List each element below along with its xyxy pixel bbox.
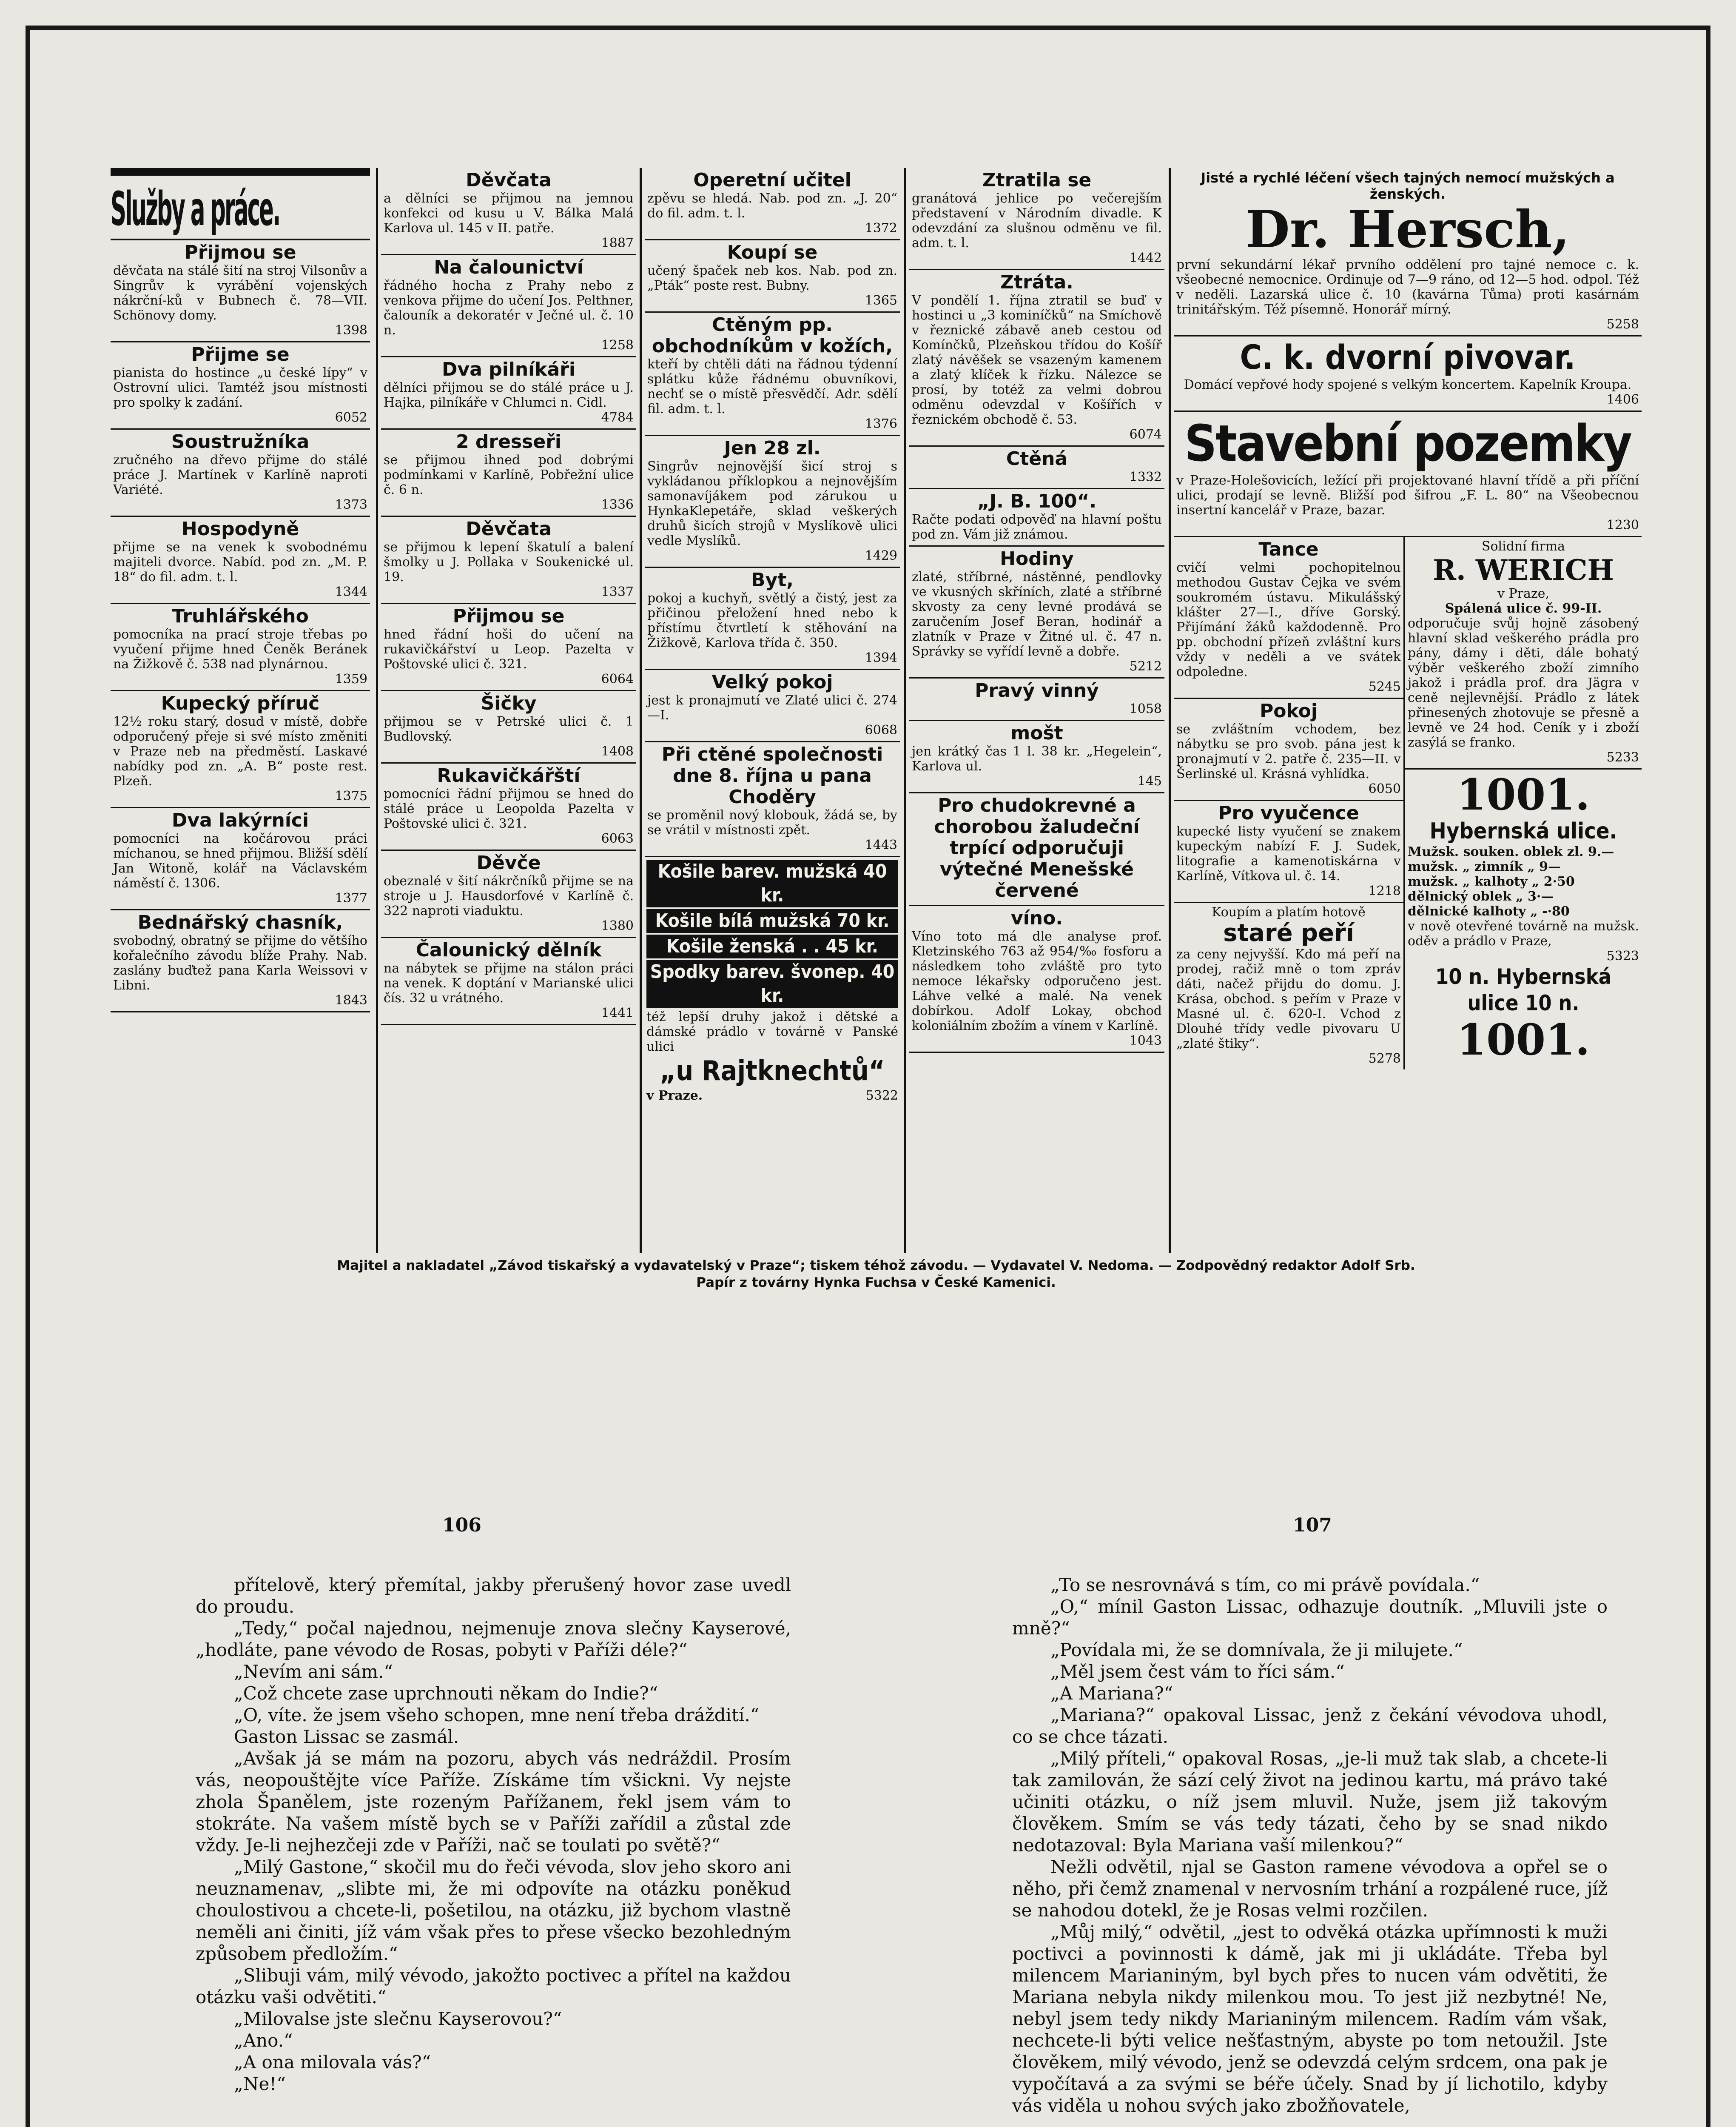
- hybernska-title: Hybernská ulice.: [1429, 818, 1617, 844]
- ad-block: [381, 517, 636, 604]
- brewery-text: Domácí vepřové hody spojené s velkým koncertem. Kapelník Kroupa.: [1184, 377, 1632, 392]
- col5-left: [1174, 537, 1405, 1069]
- ad-block: [381, 691, 636, 764]
- ad-head: staré peří: [1223, 919, 1354, 947]
- ad-text: jest k pronajmutí ve Zlaté ulici č. 274—I.: [647, 693, 897, 723]
- ad-num: 1372: [865, 221, 897, 236]
- ad-text: zpěvu se hledá. Nab. pod zn. „J. 20“ do fil. adm. t. l.: [647, 191, 897, 221]
- column-3: [645, 168, 900, 1253]
- ad-num: 1058: [1129, 701, 1162, 716]
- story-paragraph: „Měl jsem čest vám to říci sám.“: [1050, 1661, 1345, 1682]
- ad-text: dělníci přijmou se do stálé práce u J. Hajka, pilníkáře v Chlumci n. Cidl.: [384, 380, 634, 410]
- story-paragraph: Nežli odvětil, njal se Gaston ramene vévodova a opřel se o něho, při čemž znamenal v nervosním trhání a rozpálené ruce, jíž se nahodou dotekl, že je Rosas velmi rozčilen.: [1012, 1856, 1608, 1921]
- ad-head: Ztráta.: [1000, 271, 1073, 293]
- column-4: [909, 168, 1164, 1253]
- price-line: Mužsk. souken. oblek zl. 9.—: [1408, 844, 1614, 859]
- ad-text: pomocníci na kočárovou práci míchanou, se hned přijmou. Bližší sdělí Jan Witoně, kolář na Václavském náměstí č. 1306.: [113, 831, 367, 891]
- ad-head: Přijmou se: [184, 242, 296, 263]
- column-rule: [1169, 168, 1171, 1253]
- ad-num: 5212: [1129, 659, 1162, 674]
- ad-text: granátová jehlice po večerejším představení v Národním divadle. K odevzdání za slušnou odměnu ve fil. adm. t. l.: [912, 191, 1162, 251]
- number-1001-b: 1001.: [1457, 1015, 1590, 1065]
- story-paragraph: „Avšak já se mám na pozoru, abych vás nedráždil. Prosím vás, neopouštějte více Paříže. Získáme tím všickni. Vy nejste zhola Španělem, jste rozeným Pařížanem, řekl jsem vám to stokráte. Na vašem místě bych se v Paříži zařídil a zůstal zde vždy. Je-li nejhezčeji zde v Paříži, nač se toulati po světě?“: [196, 1748, 791, 1856]
- story-left: [196, 1574, 791, 2095]
- ad-block: [909, 793, 1164, 906]
- ad-head: Hospodyně: [181, 518, 299, 540]
- ad-head: Pro chudokrevné a chorobou žaludeční trpící odporučuji výtečné Menešské červené: [934, 795, 1140, 901]
- ad-num: 1377: [335, 891, 367, 906]
- ad-num: 1344: [335, 584, 367, 599]
- ad-num: 6064: [601, 672, 634, 687]
- ad-block: [111, 240, 370, 342]
- price-line: dělnické kalhoty „ -·80: [1408, 904, 1570, 919]
- story-paragraph: „Povídala mi, že se domnívala, že ji milujete.“: [1050, 1639, 1463, 1660]
- section-title: [111, 168, 370, 240]
- ad-top: Jisté a rychlé léčení všech tajných nemocí mužských a ženských.: [1201, 170, 1615, 202]
- story-paragraph: „To se nesrovnává s tím, co mi právě povídala.“: [1050, 1574, 1480, 1595]
- ad-head: Dva pilníkáři: [441, 359, 575, 380]
- price-line: mužsk. „ zimník „ 9—: [1408, 859, 1561, 874]
- ad-text: se přijmou k lepení škatulí a balení šmolky u J. Pollaka v Soukenické ul. 19.: [384, 540, 634, 584]
- ad-text: děvčata na stálé šití na stroj Vilsonův a Singrův k vyrábění vojenských nákrční-ků v Bubnech č. 78—VII. Schönovy domy.: [113, 263, 367, 323]
- ad-num: 1394: [865, 650, 897, 665]
- ad-text: odporučuje svůj hojně zásobený hlavní sklad veškerého prádla pro pány, dámy i děti, dále bohatý výběr veškerého zboží zimního jakož i prádla prof. dra Jägra v ceně nejlevnější. Prádlo z látek přinesených zhotovuje se přesně a levně ve 24 hod. Ceník y i zboží zasýlá se franko.: [1408, 616, 1639, 750]
- ad-block: [645, 313, 900, 436]
- story-paragraph: Gaston Lissac se zasmál.: [234, 1726, 459, 1747]
- doctor-text: první sekundární lékař prvního oddělení pro tajné nemoce c. k. všeobecné nemocnice. Ordinuje od 7—9 ráno, od 12—5 hod. odpol. Též v neděli. Lazarská ulice č. 10 (kavárna Tůma) proti kasárnám trinitářským. Též písemně. Honorář mírný.: [1176, 257, 1639, 317]
- ad-num: 1336: [601, 497, 634, 512]
- ad-block: [111, 430, 370, 517]
- imprint-line: Majitel a nakladatel „Závod tiskařský a vydavatelský v Praze“; tiskem téhož závodu. — Vydavatel V. Nedoma. — Zodpovědný redaktor Adolf Srb.: [337, 1258, 1415, 1273]
- ad-text: učený špaček neb kos. Nab. pod zn. „Pták“ poste rest. Bubny.: [647, 263, 897, 293]
- story-paragraph: „Můj milý,“ odvětil, „jest to odvěká otázka upřímnosti k muži poctivci a povinnosti k dámě, jak mi ji ukládáte. Třeba byl milencem Marianiným, byl bych přes to nucen vám odvětiti, že Mariana nebyla nikdy milenkou mou. To jest již nezbytné! Ne, nebyl jsem tedy nikdy Marianiným milencem. Radím vám však, nechcete-li býti velice nešťastným, abyste po tom netoužil. Jste člověkem, milý vévodo, jenž se odevzdá celým srdcem, ona pak je vypočítavá a za svými se béře účely. Snad by jí lichotilo, kdyby vás viděla u nohou svých jako zbožňovatele,: [1012, 1922, 1608, 2116]
- ad-head: Děvče: [476, 852, 541, 874]
- plot-title: Stavební pozemky: [1184, 414, 1631, 473]
- ad-head: Při ctěné společnosti dne 8. října u pana Choděry: [661, 744, 883, 808]
- ad-brewery: [1174, 336, 1642, 412]
- ad-head: Pokoj: [1260, 700, 1318, 722]
- ad-num: 5323: [1606, 949, 1639, 964]
- ad-block: [111, 808, 370, 910]
- ad-text: zlaté, stříbrné, nástěnné, pendlovky ve vkusných skříních, zlaté a stříbrné skvosty za ceny levné prodává se zaručením Josef Beran, hodinář a zlatník v Praze v Žitné ul. č. 47 n. Správky se vyřídí levně a dobře.: [912, 570, 1162, 659]
- ad-block: [645, 742, 900, 857]
- ad-num: 1373: [335, 497, 367, 512]
- shop-num: 5322: [865, 1088, 898, 1103]
- ad-num: 1218: [1368, 884, 1401, 898]
- shop-name: „u Rajtknechtů“: [660, 1055, 885, 1087]
- ad-block: [111, 604, 370, 691]
- page-number-right: 107: [1293, 1514, 1332, 1536]
- column-1: [111, 168, 370, 1253]
- ad-text: pokoj a kuchyň, světlý a čistý, jest za přičinou přeložení hned nebo k přístímu čtvrtletí k stěhování na Žižkově, Karlova třída č. 350.: [647, 591, 897, 650]
- ad-head: Čalounický dělník: [416, 939, 602, 961]
- ad-num: 1375: [335, 789, 367, 804]
- number-1001: 1001.: [1457, 770, 1590, 820]
- ad-head: Na čalounictví: [434, 257, 583, 278]
- ad-head: Ctěná: [1006, 448, 1068, 470]
- ad-num: 5233: [1606, 750, 1639, 765]
- ad-block: [909, 447, 1164, 489]
- imprint-line: Papír z továrny Hynka Fuchsa v České Kamenici.: [696, 1275, 1056, 1290]
- ad-vyucence: [1174, 801, 1403, 903]
- ad-head: Koupí se: [727, 242, 818, 263]
- ad-head: víno.: [1010, 907, 1063, 929]
- ad-text: svobodný, obratný se přijme do většího kořalečního závodu blíže Prahy. Nab. zaslány buďtež pana Karla Weissovi v Libni.: [113, 933, 367, 993]
- ad-text: v nově otevřené továrně na mužsk. oděv a prádlo v Praze,: [1408, 919, 1639, 949]
- ad-block: [111, 910, 370, 1012]
- ad-head: Šičky: [481, 693, 537, 714]
- ad-head: Pravý vinný: [975, 680, 1099, 701]
- ad-head: Byt,: [751, 569, 794, 591]
- ad-num: 145: [1137, 774, 1162, 789]
- ad-block: [909, 547, 1164, 679]
- ad-block: [909, 906, 1164, 1053]
- ad-text: se zvláštním vchodem, bez nábytku se pro svob. pána jest k pronajmutí v 2. patře č. 235—II. v Šerlinské ul. Krásná vyhlídka.: [1176, 722, 1401, 781]
- ad-text: přijme se na venek k svobodnému majiteli dvorce. Nabíd. pod zn. „M. P. 18“ do fil. adm. t. l.: [113, 540, 367, 584]
- ad-num: 1442: [1129, 251, 1162, 265]
- col5-right: [1405, 537, 1642, 1069]
- ad-head: Operetní učitel: [693, 169, 851, 191]
- ad-num: 1359: [335, 672, 367, 687]
- ad-text: V pondělí 1. října ztratil se buď v hostinci u „3 kominíčků“ na Smíchově v řeznické zábavě aneb cestou od Komínčků, Plzeňskou třídou do Košíř zlatý návěšek se vsazeným kamenem a zlatý klíček k řízku. Nálezce se prosí, by totéž za velmi dobrou odměnu odevzdal v Košířích v řeznickém obchodě č. 53.: [912, 293, 1162, 427]
- ad-block: [381, 764, 636, 851]
- ad-block: [381, 851, 636, 938]
- ad-head: Tance: [1258, 539, 1319, 560]
- shirt-price: Spodky barev. švonep. 40 kr.: [646, 960, 898, 1008]
- shop-city: v Praze.: [646, 1088, 703, 1103]
- ad-sub: v Praze,: [1497, 586, 1549, 601]
- ad-text: a dělníci se přijmou na jemnou konfekci od kusu u V. Bálka Malá Karlova ul. 145 v II. patře.: [384, 191, 634, 236]
- ad-block: [381, 357, 636, 430]
- ad-num: 1406: [1606, 392, 1639, 407]
- ad-dance: [1174, 537, 1403, 699]
- werich-name: R. WERICH: [1433, 553, 1614, 587]
- ad-block: [111, 342, 370, 430]
- ad-head: 2 dresseři: [456, 431, 561, 453]
- ad-block: [645, 240, 900, 313]
- ad-num: 5245: [1368, 679, 1401, 694]
- ad-num: 4784: [601, 410, 634, 425]
- story-paragraph: „A ona milovala vás?“: [234, 2052, 431, 2073]
- shop-footer: [646, 1088, 898, 1103]
- ad-sub: Koupím a platím hotově: [1212, 905, 1366, 920]
- column-rule: [904, 168, 906, 1253]
- ad-block: [381, 168, 636, 255]
- story-paragraph: „Mariana?“ opakoval Lissac, jenž z čekání vévodova uhodl, co se chce tázati.: [1012, 1705, 1608, 1747]
- ad-num: 6050: [1368, 781, 1401, 796]
- ad-head: Děvčata: [466, 169, 552, 191]
- ad-head: Dva lakýrníci: [171, 810, 309, 831]
- ad-stavebni-pozemky: [1174, 412, 1642, 537]
- ad-block: [381, 255, 636, 357]
- ad-block: [909, 721, 1164, 793]
- ad-feathers: [1174, 903, 1403, 1069]
- ad-num: 1376: [865, 416, 897, 431]
- page-number-left: 106: [442, 1514, 481, 1536]
- ad-head: Ctěným pp. obchodníkům v kožích,: [652, 314, 893, 357]
- ad-werich: [1405, 537, 1642, 770]
- ad-block: [909, 679, 1164, 721]
- story-paragraph: přítelově, který přemítal, jakby přerušený hovor zase uvedl do proudu.: [196, 1574, 791, 1617]
- ad-num: 1332: [1129, 470, 1162, 485]
- ad-room: [1174, 699, 1403, 801]
- ad-block: [381, 430, 636, 517]
- ad-text: pomocníci řádní přijmou se hned do stálé práce u Leopolda Pazelta v Poštovské ulici č. 321.: [384, 787, 634, 831]
- ad-num: 1230: [1606, 518, 1639, 533]
- ad-head: Děvčata: [466, 518, 552, 540]
- story-paragraph: „Milý příteli,“ opakoval Rosas, „je-li muž tak slab, a chcete-li tak zamilován, že sází celý život na jedinou kartu, má právo také učiniti otázku, o níž jsem mluvil. Nuže, jsem již takovým člověkem. Smím se vás tedy tázati, čeho by se snad nikdo nedotazoval: Byla Mariana vaší milenkou?“: [1012, 1748, 1608, 1856]
- story-paragraph: „Nevím ani sám.“: [234, 1661, 393, 1682]
- ad-text: Singrův nejnovější šicí stroj s vykládanou příklopkou a nejnovějším samonavíjákem pod zárukou u HynkaKlepetáře, sklad veškerých druhů šicích strojů v Myslíkově ulici vedle Myslíků.: [647, 459, 897, 548]
- ad-block: [645, 568, 900, 670]
- shirt-price: Košile bílá mužská 70 kr.: [646, 909, 898, 933]
- ad-num: 1380: [601, 918, 634, 933]
- ad-text: zručného na dřevo přijme do stálé práce J. Martínek v Karlíně naproti Variété.: [113, 453, 367, 497]
- ad-text: 12½ roku starý, dosud v místě, dobře odporučený přeje si své místo změniti v Praze neb na předměstí. Laskavé nabídky pod zn. „A. B“ poste rest. Plzeň.: [113, 714, 367, 789]
- ad-text: Račte podati odpověď na hlavní poštu pod zn. Vám již známou.: [912, 512, 1162, 542]
- story-paragraph: „Milovalse jste slečnu Kayserovou?“: [234, 2008, 562, 2029]
- ad-num: 1887: [601, 236, 634, 251]
- ad-block: [381, 604, 636, 691]
- imprint: [111, 1257, 1642, 1291]
- story-paragraph: „A Mariana?“: [1050, 1683, 1173, 1704]
- column-rule: [640, 168, 642, 1253]
- ad-text: kteří by chtěli dáti na řádnou týdenní splátku kůže řádnému obuvníkovi, nechť se o místě přesvědčí. Adr. sdělí fil. adm. t. l.: [647, 357, 897, 416]
- shirt-price: Košile barev. mužská 40 kr.: [646, 860, 898, 907]
- ad-sub: Spálená ulice č. 99-II.: [1445, 601, 1602, 616]
- ad-head: Kupecký příruč: [161, 693, 320, 714]
- ad-num: 1408: [601, 744, 634, 759]
- story-paragraph: „Ne!“: [234, 2073, 286, 2094]
- ad-block: [909, 168, 1164, 270]
- ad-text: hned řádní hoši do učení na rukavičkářství u Leop. Pazelta v Poštovské ulici č. 321.: [384, 627, 634, 672]
- ad-head: Jen 28 zl.: [724, 437, 821, 459]
- ad-block: [111, 691, 370, 808]
- ad-text: na nábytek se přijme na stálon práci na venek. K doptání v Marianské ulici čís. 32 u vrátného.: [384, 961, 634, 1006]
- ad-block: [645, 670, 900, 742]
- ad-text: kupecké listy vyučení se znakem kupeckým nabízí F. J. Sudek, litografie a kamenotiskárna v Karlíně, Vítkova ul. č. 14.: [1176, 824, 1401, 884]
- price-line: dělnický oblek „ 3·—: [1408, 889, 1554, 904]
- story-paragraph: „Což chcete zase uprchnouti někam do Indie?“: [234, 1683, 658, 1704]
- column-2: [381, 168, 636, 1253]
- ad-head: Hodiny: [1000, 548, 1074, 570]
- ad-dr-hersch: [1174, 168, 1642, 336]
- sluzby-title: Služby a práce.: [111, 182, 280, 236]
- ad-block: [645, 436, 900, 568]
- ad-head: „J. B. 100“.: [977, 490, 1097, 512]
- story-paragraph: „Milý Gastone,“ skočil mu do řeči vévoda, slov jeho skoro ani neuznamenav, „slibte mi, že mi odpovíte na otázku poněkud choulostivou a chcete-li, pošetilou, na otázku, již bychom vlastně neměli ani činiti, jíž vám však přes to přese všecko bezohledným způsobem předložím.“: [196, 1856, 791, 1964]
- ad-text: Víno toto má dle analyse prof. Kletzinského 763 až 954/‰ fosforu a následkem toho zvláště pro tyto nemoce lékařsky odporučeno jest. Láhve velké a malé. Na venek dobírkou. Adolf Lokay, obchod koloniálním zbožím a vínem v Karlíně.: [912, 929, 1162, 1033]
- ad-sub: Solidní firma: [1481, 539, 1565, 554]
- ad-head: Přijmou se: [452, 605, 565, 627]
- ad-text: pianista do hostince „u české lípy“ v Ostrovní ulici. Tamtéž jsou místnosti pro spolky k zadání.: [113, 365, 367, 410]
- ad-num: 5258: [1606, 317, 1639, 332]
- ad-text: jen krátký čas 1 l. 38 kr. „Hegelein“, Karlova ul.: [912, 744, 1162, 774]
- hybernska-address: 10 n. Hybernská ulice 10 n.: [1435, 964, 1611, 1015]
- ad-num: 1443: [865, 838, 897, 853]
- ad-num: 1429: [865, 548, 897, 563]
- ad-block: [909, 270, 1164, 447]
- ad-num: 5278: [1368, 1051, 1401, 1066]
- ad-num: 1365: [865, 293, 897, 308]
- ad-head: Bednářský chasník,: [137, 912, 343, 933]
- story-paragraph: „Tedy,“ počal najednou, nejmenuje znova slečny Kayserové, „hodláte, pane vévodo de Rosas, pobyti v Paříži déle?“: [196, 1618, 791, 1660]
- ad-num: 1398: [335, 323, 367, 338]
- ad-text: obeznalé v šití nákrčníků přijme se na stroje u J. Hausdorfové v Karlíně č. 322 naproti viaduktu.: [384, 874, 634, 918]
- ad-text: pomocníka na prací stroje třebas po vyučení přijme hned Čeněk Beránek na Žižkově č. 538 nad plynárnou.: [113, 627, 367, 672]
- ad-block: [111, 517, 370, 604]
- shirt-price: Košile ženská . . 45 kr.: [646, 935, 898, 958]
- column-rule: [376, 168, 378, 1253]
- ad-num: 1258: [601, 338, 634, 353]
- ad-text: za ceny nejvyšší. Kdo má peří na prodej, račiž mně o tom zpráv dáti, načež přijdu do domu. J. Krása, obchod. s peřím v Praze v Masné ul. č. 620-I. Vchod z Dlouhé třídy vedle pivovaru U „zlaté štiky“.: [1176, 947, 1401, 1051]
- ad-num: 1043: [1129, 1033, 1162, 1048]
- brewery-title: C. k. dvorní pivovar.: [1240, 339, 1576, 377]
- ad-head: Přijme se: [191, 344, 290, 365]
- ad-text: se přijmou ihned pod dobrými podmínkami v Karlíně, Pobřežní ulice č. 6 n.: [384, 453, 634, 497]
- ad-block: [909, 489, 1164, 547]
- column-5: [1174, 168, 1642, 1253]
- doctor-name: Dr. Hersch,: [1245, 200, 1570, 259]
- ad-head: Pro vyučence: [1218, 802, 1359, 824]
- ad-head: Ztratila se: [982, 169, 1092, 191]
- shirts-tail: též lepší druhy jakož i dětské a dámské prádlo v továrně v Panské ulici: [646, 1009, 898, 1054]
- ad-num: 6063: [601, 831, 634, 846]
- story-paragraph: „Slibuji vám, milý vévodo, jakožto poctivec a přítel na každou otázku vaši odvětiti.“: [196, 1965, 791, 2007]
- ad-head: Velký pokoj: [711, 671, 833, 693]
- plot-text: v Praze-Holešovicích, ležící při projektované hlavní třídě a při příční ulici, prodají se levně. Bližší pod šifrou „F. L. 80“ na Všeobecnou insertní kancelář v Praze, bazar.: [1176, 473, 1639, 518]
- ad-num: 1337: [601, 584, 634, 599]
- price-line: mužsk. „ kalhoty „ 2·50: [1408, 874, 1575, 889]
- ad-block: [645, 168, 900, 240]
- ad-text: přijmou se v Petrské ulici č. 1 Budlovský.: [384, 714, 634, 744]
- shirt-prices: [645, 857, 900, 1106]
- ad-text: se proměnil nový klobouk, žádá se, by se vrátil v místnosti zpět.: [647, 808, 897, 838]
- col5-split: [1174, 537, 1642, 1069]
- ad-head: Soustružníka: [171, 431, 310, 453]
- ad-head: mošt: [1010, 722, 1063, 744]
- ad-num: 1441: [601, 1006, 634, 1021]
- ad-head: Truhlářského: [172, 605, 309, 627]
- ad-num: 6052: [335, 410, 367, 425]
- story-paragraph: „O,“ mínil Gaston Lissac, odhazuje doutník. „Mluvili jste o mně?“: [1012, 1596, 1608, 1639]
- ad-num: 1843: [335, 993, 367, 1008]
- ad-num: 6074: [1129, 427, 1162, 442]
- ad-num: 6068: [865, 723, 897, 738]
- ad-hybernska: [1405, 770, 1642, 1066]
- ad-text: řádného hocha z Prahy nebo z venkova přijme do učení Jos. Pelthner, čalouník a dekoratér v Ječné ul. č. 10 n.: [384, 278, 634, 338]
- story-paragraph: „O, víte. že jsem všeho schopen, mne není třeba dráždití.“: [234, 1705, 760, 1725]
- ad-text: cvičí velmi pochopitelnou methodou Gustav Čejka ve svém soukromém ústavu. Mikulášský klášter 27—I., dříve Gorský. Přijímání žáků každodenně. Pro pp. obchodní přízeň zvláštní kurs vždy v neděli a ve svátek odpoledne.: [1176, 560, 1401, 679]
- ad-block: [381, 938, 636, 1025]
- story-paragraph: „Ano.“: [234, 2030, 293, 2051]
- ad-head: Rukavičkářští: [437, 765, 581, 787]
- advertisement-page: [111, 168, 1642, 1291]
- story-right: [1012, 1574, 1608, 2116]
